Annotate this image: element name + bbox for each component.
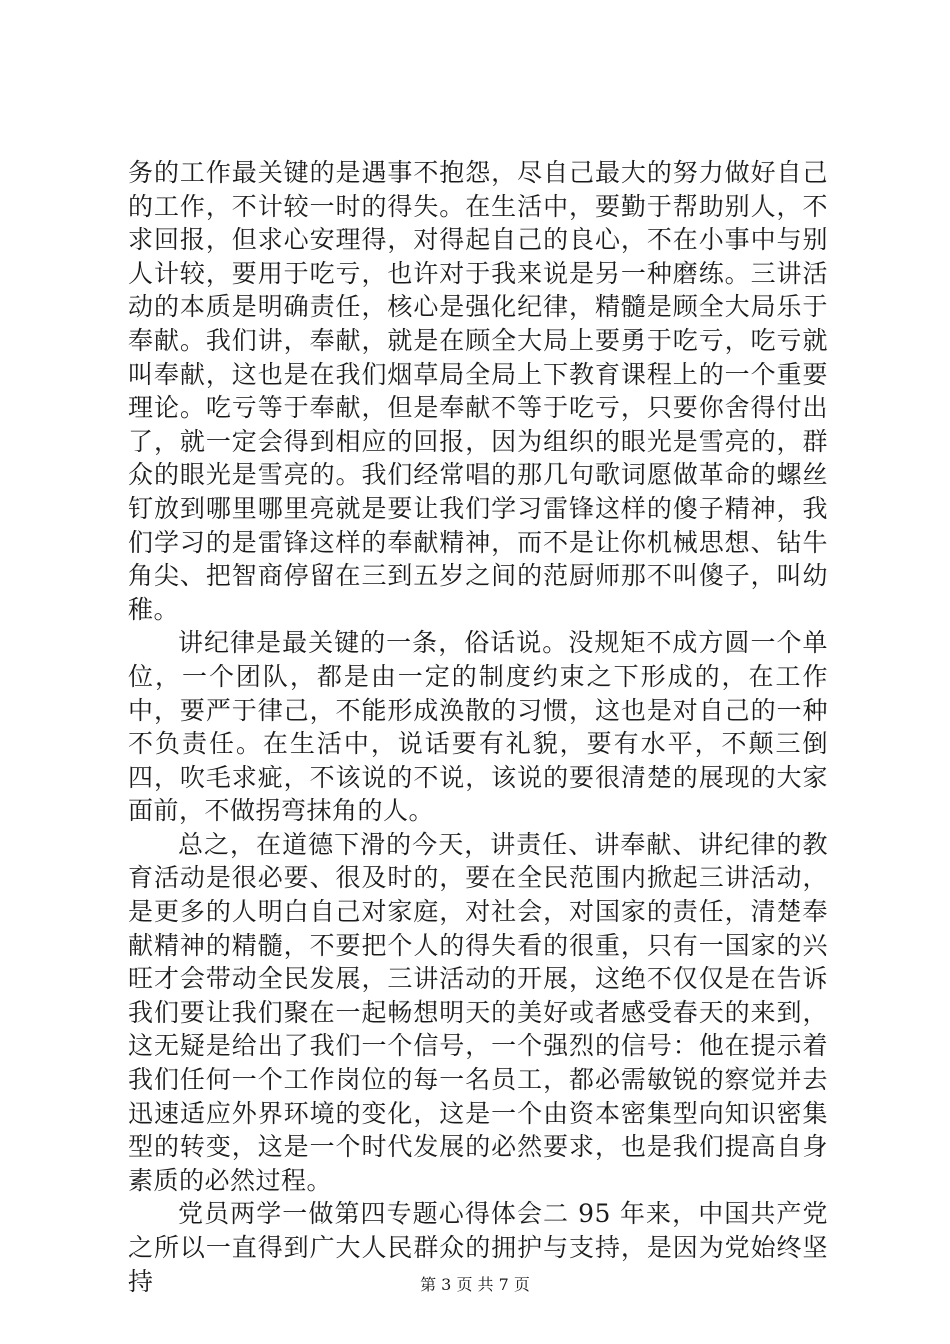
document-body: [128, 156, 828, 1298]
paragraph-discipline: 讲纪律是最关键的一条，俗话说。没规矩不成方圆一个单位，一个团队，都是由一定的制度约束之下形成的，在工作中，要严于律己，不能形成涣散的习惯，这也是对自己的一种不负责任。在生活中，说话要有礼貌，要有水平，不颠三倒四，吹毛求疵，不该说的不说，该说的要很清楚的展现的大家面前，不做拐弯抹角的人。: [128, 628, 828, 826]
paragraph-continuation: 务的工作最关键的是遇事不抱怨，尽自己最大的努力做好自己的工作，不计较一时的得失。在生活中，要勤于帮助别人，不求回报，但求心安理得，对得起自己的良心，不在小事中与别人计较，要用于吃亏，也许对于我来说是另一种磨练。三讲活动的本质是明确责任，核心是强化纪律，精髓是顾全大局乐于奉献。我们讲，奉献，就是在顾全大局上要勇于吃亏，吃亏就叫奉献，这也是在我们烟草局全局上下教育课程上的一个重要理论。吃亏等于奉献，但是奉献不等于吃亏，只要你舍得付出了，就一定会得到相应的回报，因为组织的眼光是雪亮的，群众的眼光是雪亮的。我们经常唱的那几句歌词愿做革命的螺丝钉放到哪里哪里亮就是要让我们学习雷锋这样的傻子精神，我们学习的是雷锋这样的奉献精神，而不是让你机械思想、钻牛角尖、把智商停留在三到五岁之间的范厨师那不叫傻子，叫幼稚。: [128, 158, 828, 624]
page-footer: 第 3 页 共 7 页: [420, 1275, 530, 1294]
paragraph-next-article: 党员两学一做第四专题心得体会二 95 年来，中国共产党之所以一直得到广大人民群众的拥护与支持，是因为党始终坚持: [128, 1199, 828, 1296]
paragraph-conclusion: 总之，在道德下滑的今天，讲责任、讲奉献、讲纪律的教育活动是很必要、很及时的，要在全民范围内掀起三讲活动，是更多的人明白自己对家庭，对社会，对国家的责任，清楚奉献精神的精髓，不要把个人的得失看的很重，只有一国家的兴旺才会带动全民发展，三讲活动的开展，这绝不仅仅是在告诉我们要让我们聚在一起畅想明天的美好或者感受春天的来到，这无疑是给出了我们一个信号，一个强烈的信号：他在提示着我们任何一个工作岗位的每一名员工，都必需敏锐的察觉并去迅速适应外界环境的变化，这是一个由资本密集型向知识密集型的转变，这是一个时代发展的必然要求，也是我们提高自身素质的必然过程。: [128, 829, 828, 1195]
